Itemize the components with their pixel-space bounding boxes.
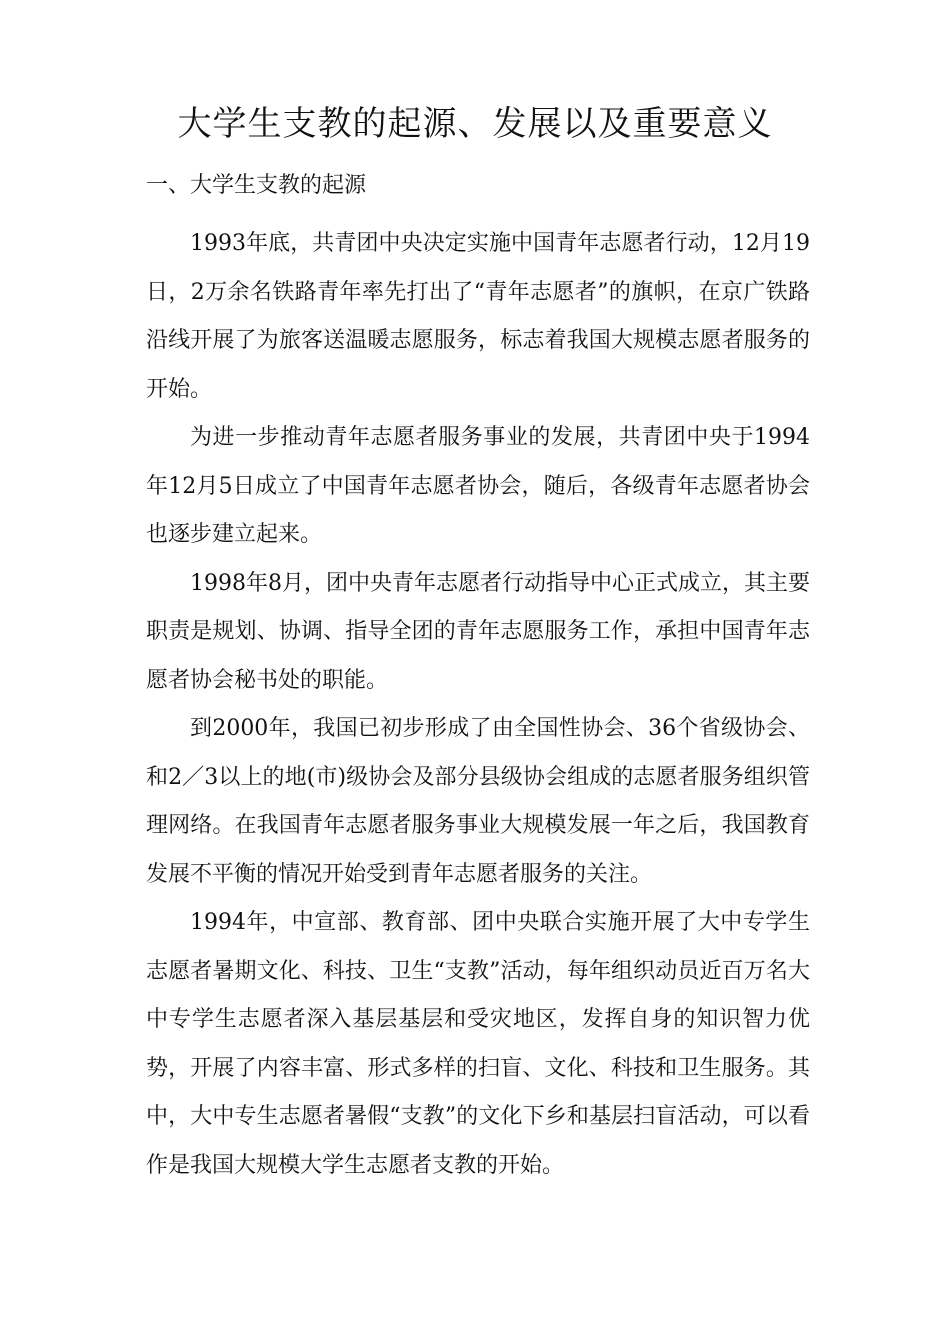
paragraph: 1998年8月，团中央青年志愿者行动指导中心正式成立，其主要职责是规划、协调、指导全团的青年志愿服务工作，承担中国青年志愿者协会秘书处的职能。: [146, 570, 810, 693]
section-heading: 一、大学生支教的起源: [146, 173, 367, 198]
paragraph: 到2000年，我国已初步形成了由全国性协会、36个省级协会、和2／3以上的地(市)级协会及部分县级协会组成的志愿者服务组织管理网络。在我国青年志愿者服务事业大规模发展一年之后，我国教育发展不平衡的情况开始受到青年志愿者服务的关注。: [146, 716, 810, 887]
paragraph: 1994年，中宣部、教育部、团中央联合实施开展了大中专学生志愿者暑期文化、科技、卫生“支教”活动，每年组织动员近百万名大中专学生志愿者深入基层基层和受灾地区，发挥自身的知识智力优势，开展了内容丰富、形式多样的扫盲、文化、科技和卫生服务。其中，大中专生志愿者暑假“支教”的文化下乡和基层扫盲活动，可以看作是我国大规模大学生志愿者支教的开始。: [146, 910, 810, 1178]
document-title: 大学生支教的起源、发展以及重要意义: [177, 104, 773, 144]
document-body: [146, 220, 810, 1190]
paragraph: 为进一步推动青年志愿者服务事业的发展，共青团中央于1994年12月5日成立了中国青年志愿者协会，随后，各级青年志愿者协会也逐步建立起来。: [146, 425, 810, 547]
paragraph: 1993年底，共青团中央决定实施中国青年志愿者行动，12月19日，2万余名铁路青年率先打出了“青年志愿者”的旗帜，在京广铁路沿线开展了为旅客送温暖志愿服务，标志着我国大规模志愿者服务的开始。: [146, 231, 810, 402]
